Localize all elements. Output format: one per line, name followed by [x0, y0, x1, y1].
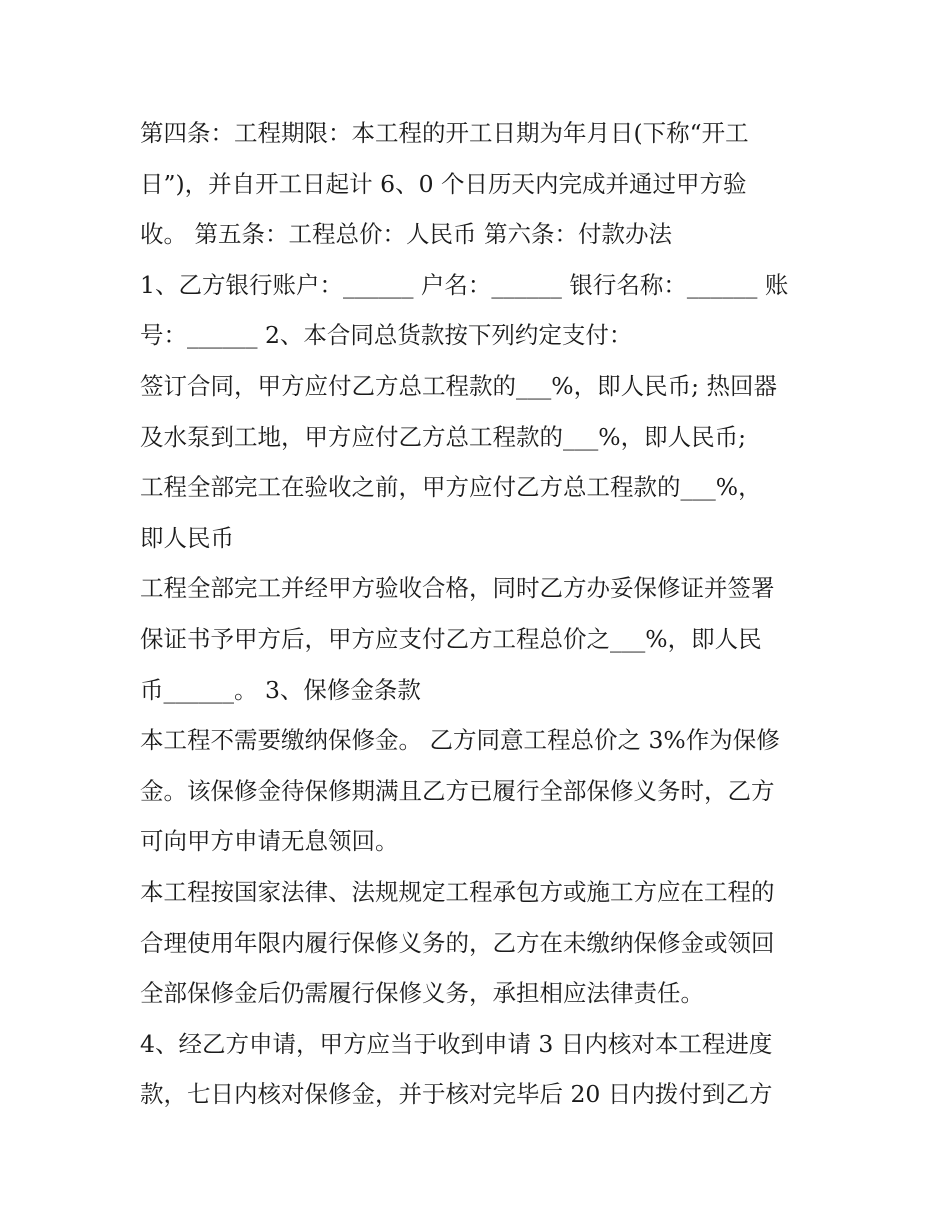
text-line: 收。 第五条：工程总价：人民币 第六条：付款办法	[140, 220, 672, 249]
document-page	[140, 108, 820, 1120]
text-line: 币______。 3、保修金条款	[140, 675, 421, 704]
text-line: 及水泵到工地，甲方应付乙方总工程款的___%，即人民币;	[140, 422, 746, 451]
text-line: 金。该保修金待保修期满且乙方已履行全部保修义务时，乙方	[140, 776, 775, 805]
text-line: 本工程按国家法律、法规规定工程承包方或施工方应在工程的	[140, 877, 775, 906]
text-line: 合理使用年限内履行保修义务的，乙方在未缴纳保修金或领回	[140, 928, 775, 957]
text-line: 款，七日内核对保修金，并于核对完毕后 20 日内拨付到乙方	[140, 1080, 773, 1109]
text-line: 即人民币	[140, 523, 234, 552]
text-line: 可向甲方申请无息领回。	[140, 827, 399, 856]
text-line: 签订合同，甲方应付乙方总工程款的___%，即人民币; 热回器	[140, 371, 777, 400]
text-line: 日”)，并自开工日起计 6、0 个日历天内完成并通过甲方验	[140, 169, 747, 198]
text-line: 工程全部完工并经甲方验收合格，同时乙方办妥保修证并签署	[140, 574, 775, 603]
text-line: 1、乙方银行账户：______ 户名：______ 银行名称：______ 账	[140, 270, 789, 299]
text-line: 工程全部完工在验收之前，甲方应付乙方总工程款的___%，	[140, 473, 762, 502]
text-line: 保证书予甲方后，甲方应支付乙方工程总价之___%，即人民	[140, 624, 762, 653]
text-line: 号：______ 2、本合同总货款按下列约定支付：	[140, 321, 633, 350]
text-line: 4、经乙方申请，甲方应当于收到申请 3 日内核对本工程进度	[140, 1029, 773, 1058]
text-line: 全部保修金后仍需履行保修义务，承担相应法律责任。	[140, 979, 704, 1008]
text-line: 第四条：工程期限：本工程的开工日期为年月日(下称“开工	[140, 119, 749, 147]
text-line: 本工程不需要缴纳保修金。 乙方同意工程总价之 3%作为保修	[140, 726, 780, 755]
